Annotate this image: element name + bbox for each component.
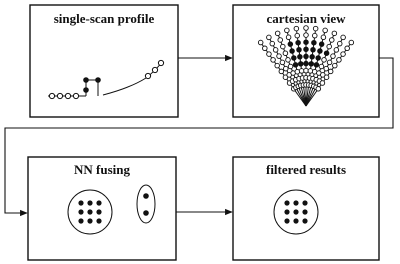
cluster-point <box>78 209 83 214</box>
cluster-point <box>293 200 298 205</box>
box-cartesian-title: cartesian view <box>266 11 346 26</box>
beam-point-open <box>279 69 284 74</box>
beam-point-filled <box>311 47 316 52</box>
fused-points <box>78 200 101 223</box>
beam-point-open <box>295 33 300 38</box>
beam-point-open <box>278 38 283 43</box>
beam-point-filled <box>316 56 321 61</box>
beam-point-filled <box>312 40 317 45</box>
beam-point-open <box>332 31 337 36</box>
cluster-point <box>87 209 92 214</box>
beam-point-open <box>299 69 304 74</box>
beam-point-open <box>275 31 280 36</box>
cluster-point <box>302 200 307 205</box>
fused-point-small-top <box>143 193 149 199</box>
box-single-scan-title: single-scan profile <box>53 11 155 26</box>
beam-point-filled <box>296 40 301 45</box>
beam-point-open <box>294 26 299 31</box>
beam-point-open <box>333 63 338 68</box>
cluster-point <box>87 200 92 205</box>
cluster-point <box>302 218 307 223</box>
cluster-point <box>284 209 289 214</box>
beam-point-open <box>327 44 332 49</box>
scan-point-filled <box>83 77 89 83</box>
beam-point-open <box>320 81 325 86</box>
cluster-point <box>87 218 92 223</box>
beam-point-open <box>312 33 317 38</box>
beam-point-filled <box>298 62 303 67</box>
beam-point-open <box>273 48 278 53</box>
scan-point-open <box>152 67 157 72</box>
beam-point-open <box>258 40 263 45</box>
scan-point-open <box>145 73 150 78</box>
beam-point-open <box>341 52 346 57</box>
scan-point-open <box>158 60 163 65</box>
beam-point-open <box>263 46 268 51</box>
beam-point-open <box>321 35 326 40</box>
beam-point-open <box>323 28 328 33</box>
beam-point-open <box>283 51 288 56</box>
scan-point-open <box>49 93 54 98</box>
beam-point-open <box>283 66 288 71</box>
cluster-point <box>96 209 101 214</box>
cluster-point <box>96 218 101 223</box>
beam-point-filled <box>298 55 303 60</box>
beam-point-open <box>286 58 291 63</box>
scan-point-filled <box>83 87 89 93</box>
beam-point-filled <box>304 40 309 45</box>
cluster-point <box>293 209 298 214</box>
beam-point-open <box>270 41 275 46</box>
beam-point-filled <box>292 56 297 61</box>
box-nn-fusing <box>28 157 176 260</box>
beam-point-open <box>322 58 327 63</box>
beam-point-filled <box>290 49 295 54</box>
beam-point-open <box>286 35 291 40</box>
beam-point-open <box>345 46 350 51</box>
cluster-point <box>284 218 289 223</box>
beam-point-filled <box>288 42 293 47</box>
cluster-point <box>302 209 307 214</box>
beam-point-open <box>313 26 318 31</box>
box-nn-fusing-title: NN fusing <box>74 162 130 177</box>
beam-point-filled <box>309 62 314 67</box>
scan-point-filled <box>95 77 101 83</box>
scan-point-open <box>57 93 62 98</box>
beam-point-open <box>337 58 342 63</box>
cluster-point <box>78 218 83 223</box>
beam-point-filled <box>318 49 323 54</box>
beam-point-open <box>308 69 313 74</box>
beam-point-open <box>319 64 324 69</box>
beam-point-open <box>304 33 309 38</box>
beam-point-open <box>285 28 290 33</box>
beam-point-open <box>267 52 272 57</box>
beam-point-open <box>275 63 280 68</box>
beam-point-filled <box>310 55 315 60</box>
box-filtered-title: filtered results <box>265 162 347 177</box>
beam-point-open <box>331 54 336 59</box>
beam-point-open <box>341 35 346 40</box>
beam-point-open <box>295 69 300 74</box>
beam-point-filled <box>304 61 309 66</box>
cluster-point <box>284 200 289 205</box>
beam-point-filled <box>304 47 309 52</box>
beam-point-open <box>327 60 332 65</box>
beam-point-open <box>280 60 285 65</box>
scan-point-open <box>73 93 78 98</box>
beam-point-filled <box>324 51 329 56</box>
beam-point-filled <box>304 54 309 59</box>
beam-point-open <box>304 26 309 31</box>
beam-point-open <box>304 68 309 73</box>
fused-point-small-bottom <box>143 210 149 216</box>
beam-point-filled <box>297 47 302 52</box>
beam-point-open <box>277 54 282 59</box>
beam-point-open <box>329 38 334 43</box>
beam-point-open <box>271 58 276 63</box>
box-single-scan <box>30 5 178 117</box>
beam-point-open <box>337 41 342 46</box>
beam-point-filled <box>293 63 298 68</box>
beam-point-open <box>316 86 321 91</box>
beam-point-filled <box>314 63 319 68</box>
scan-point-open <box>65 93 70 98</box>
box-cartesian <box>233 5 379 117</box>
beam-point-open <box>324 66 329 71</box>
beam-point-open <box>267 35 272 40</box>
fused-cluster-small <box>137 185 155 223</box>
beam-point-open <box>288 64 293 69</box>
filtered-points <box>284 200 307 223</box>
beam-point-open <box>281 44 286 49</box>
box-filtered <box>233 157 379 260</box>
beam-point-open <box>328 69 333 74</box>
cluster-point <box>96 200 101 205</box>
beam-point-open <box>324 75 329 80</box>
beam-point-open <box>349 40 354 45</box>
beam-point-open <box>334 48 339 53</box>
cluster-point <box>78 200 83 205</box>
beam-point-filled <box>319 42 324 47</box>
cluster-point <box>293 218 298 223</box>
